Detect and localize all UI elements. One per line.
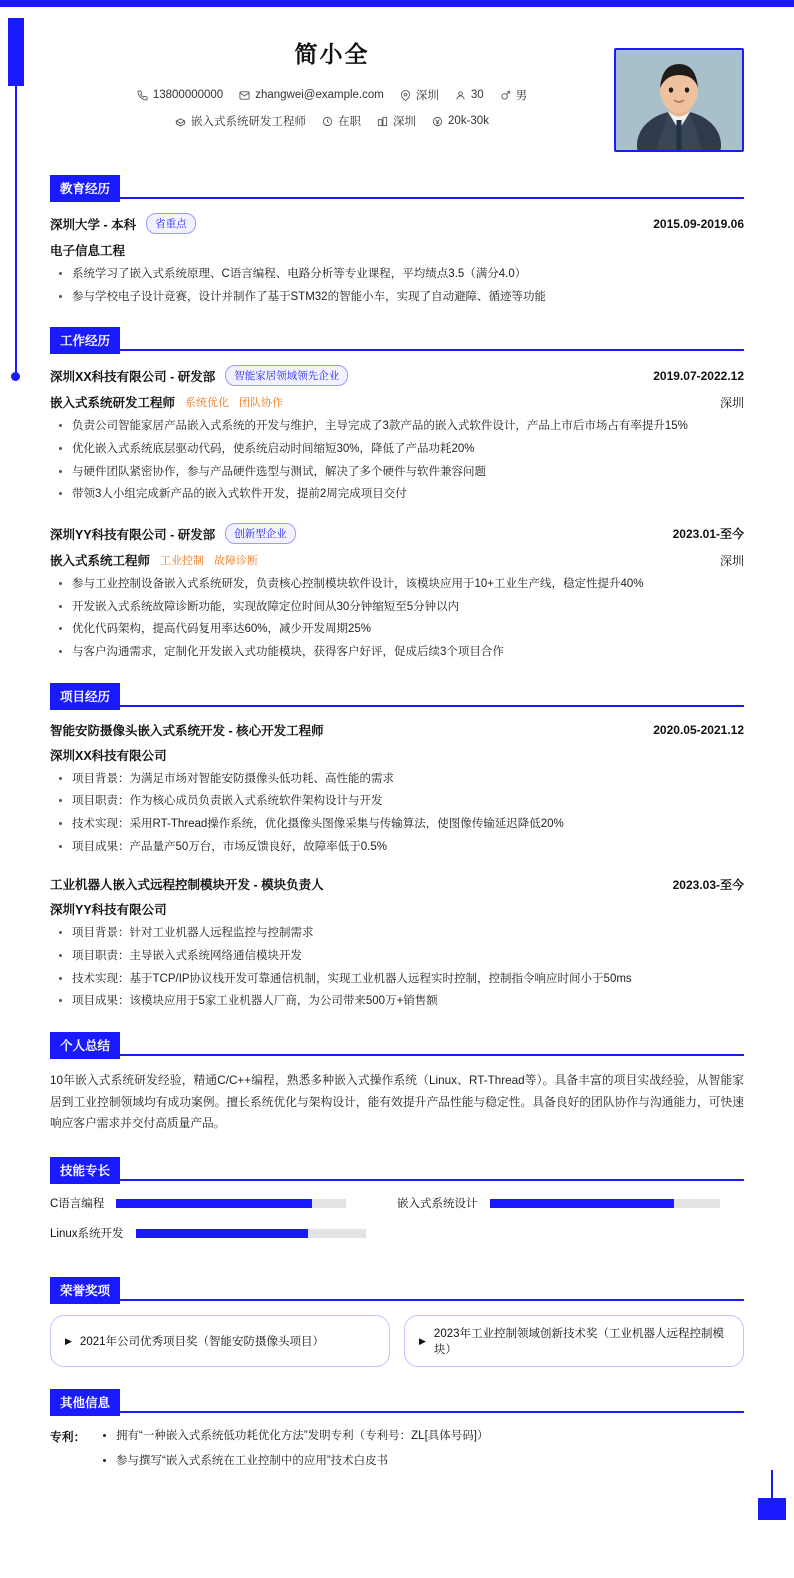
list-item: • 参与撰写“嵌入式系统在工业控制中的应用”技术白皮书 — [116, 1452, 744, 1470]
project-entry — [50, 875, 744, 1010]
work-entry — [50, 365, 744, 503]
section-education — [50, 175, 744, 305]
project-company: 深圳YY科技有限公司 — [50, 903, 167, 918]
triangle-right-icon: ▶ — [65, 1335, 72, 1346]
work-company-tag: 智能家居领域领先企业 — [225, 365, 348, 386]
project-bullets — [50, 771, 744, 856]
section-honors — [50, 1277, 744, 1367]
list-item: • 系统学习了嵌入式系统原理、C语言编程、电路分析等专业课程，平均绩点3.5（满分4.0） — [72, 266, 744, 283]
education-school: 深圳大学 - 本科 — [50, 217, 137, 232]
education-tag: 省重点 — [146, 213, 196, 234]
list-item: • 优化嵌入式系统底层驱动代码，使系统启动时间缩短30%，降低了产品功耗20% — [72, 441, 744, 458]
list-item: • 项目成果：该模块应用于5家工业机器人厂商，为公司带来500万+销售额 — [72, 993, 744, 1010]
list-item: • 项目职责：作为核心成员负责嵌入式系统软件架构设计与开发 — [72, 793, 744, 810]
list-item: • 项目成果：产品量产50万台，市场反馈良好，故障率低于0.5% — [72, 839, 744, 856]
section-title-education: 教育经历 — [50, 175, 120, 202]
list-item: • 参与学校电子设计竞赛，设计并制作了基于STM32的智能小车，实现了自动避障、循迹等功能 — [72, 289, 744, 306]
contact-location-text: 深圳 — [415, 90, 439, 102]
status-icon — [322, 116, 333, 127]
section-title-other: 其他信息 — [50, 1389, 120, 1416]
education-entry-top — [50, 213, 744, 234]
work-role: 嵌入式系统工程师 — [50, 554, 151, 569]
work-city: 深圳 — [719, 395, 744, 410]
contact-phone — [137, 89, 223, 101]
project-name: 工业机器人嵌入式远程控制模块开发 - 模块负责人 — [50, 878, 324, 893]
section-projects — [50, 683, 744, 1010]
section-work — [50, 327, 744, 660]
contact-phone-text: 13800000000 — [152, 89, 224, 101]
other-row — [50, 1427, 744, 1478]
section-header-other — [50, 1389, 744, 1413]
section-rule — [50, 1411, 744, 1413]
work-role: 嵌入式系统研发工程师 — [50, 396, 176, 411]
other-bullets — [94, 1427, 744, 1471]
contact-age-text: 30 — [470, 89, 484, 101]
work-entry-top — [50, 523, 744, 544]
education-entry — [50, 213, 744, 305]
section-title-projects: 项目经历 — [50, 683, 120, 710]
honor-text: 2023年工业控制领域创新技术奖（工业机器人远程控制模块） — [433, 1328, 725, 1357]
work-role-left — [50, 551, 258, 569]
project-date: 2020.05-2021.12 — [653, 722, 744, 737]
other-label: 专利： — [50, 1430, 86, 1445]
section-other — [50, 1389, 744, 1508]
section-summary — [50, 1032, 744, 1135]
honors-list — [50, 1315, 744, 1367]
list-item: • 拥有“一种嵌入式系统低功耗优化方法”发明专利（专利号：ZL[具体号码]） — [116, 1427, 744, 1445]
skill-item — [50, 1225, 397, 1241]
briefcase-icon — [175, 116, 186, 127]
work-role-row — [50, 551, 744, 569]
section-rule — [50, 349, 744, 351]
section-title-honors: 荣誉奖项 — [50, 1277, 120, 1304]
work-role-tag: 团队协作 — [239, 397, 284, 410]
section-rule — [50, 1054, 744, 1056]
section-rule — [50, 705, 744, 707]
education-date: 2015.09-2019.06 — [653, 216, 744, 231]
work-date: 2023.01-至今 — [672, 527, 744, 542]
work-role-tag: 故障诊断 — [214, 555, 259, 568]
list-item: • 优化代码架构，提高代码复用率达60%，减少开发周期25% — [72, 621, 744, 638]
work-entry-left — [50, 523, 296, 544]
honor-item — [404, 1315, 744, 1367]
section-rule — [50, 197, 744, 199]
section-rule — [50, 1179, 744, 1181]
education-major: 电子信息工程 — [50, 244, 126, 258]
list-item: • 带领3人小组完成新产品的嵌入式软件开发，提前2周完成项目交付 — [72, 486, 744, 503]
work-role-left — [50, 393, 283, 411]
resume-header — [50, 0, 744, 153]
list-item: • 与客户沟通需求，定制化开发嵌入式功能模块，获得客户好评，促成后续3个项目合作 — [72, 644, 744, 661]
section-rule — [50, 1299, 744, 1301]
work-entry — [50, 523, 744, 661]
job-status-item — [322, 113, 361, 129]
city-icon — [377, 116, 388, 127]
contact-gender — [500, 87, 528, 103]
job-title-text: 嵌入式系统研发工程师 — [191, 116, 307, 128]
contact-age — [455, 89, 484, 101]
work-company: 深圳XX科技有限公司 - 研发部 — [50, 369, 216, 384]
skill-bar-fill — [136, 1229, 309, 1238]
education-bullets — [50, 266, 744, 305]
skill-bar-fill — [116, 1199, 312, 1208]
skill-name: 嵌入式系统设计 — [397, 1198, 478, 1211]
project-entry — [50, 721, 744, 856]
section-title-summary: 个人总结 — [50, 1032, 120, 1059]
project-bullets — [50, 925, 744, 1010]
skill-name: Linux系统开发 — [50, 1228, 124, 1241]
other-body — [94, 1427, 744, 1478]
phone-icon — [137, 90, 148, 101]
gender-icon — [500, 90, 511, 101]
list-item: • 参与工业控制设备嵌入式系统研发，负责核心控制模块软件设计，该模块应用于10+工业生产线，稳定性提升40% — [72, 576, 744, 593]
list-item: • 项目背景：为满足市场对智能安防摄像头低功耗、高性能的需求 — [72, 771, 744, 788]
location-icon — [400, 90, 411, 101]
work-company-tag: 创新型企业 — [225, 523, 296, 544]
work-role-tag: 系统优化 — [185, 397, 230, 410]
list-item: • 技术实现：基于TCP/IP协议栈开发可靠通信机制，实现工业机器人远程实时控制，控制指令响应时间小于50ms — [72, 971, 744, 988]
skill-bar-fill — [490, 1199, 674, 1208]
section-header-projects — [50, 683, 744, 707]
contact-gender-text: 男 — [515, 90, 528, 102]
skill-item — [397, 1195, 744, 1211]
contact-email — [239, 89, 384, 101]
job-status-text: 在职 — [338, 116, 362, 128]
contact-location — [400, 87, 439, 103]
section-title-work: 工作经历 — [50, 327, 120, 354]
work-entry-left — [50, 365, 348, 386]
section-header-work — [50, 327, 744, 351]
job-salary-item — [432, 115, 489, 127]
salary-icon — [432, 116, 443, 127]
project-name: 智能安防摄像头嵌入式系统开发 - 核心开发工程师 — [50, 723, 324, 738]
list-item: • 项目职责：主导嵌入式系统网络通信模块开发 — [72, 948, 744, 965]
work-entry-top — [50, 365, 744, 386]
education-entry-left — [50, 213, 196, 234]
job-city-item — [377, 113, 416, 129]
project-company: 深圳XX科技有限公司 — [50, 748, 167, 763]
list-item: • 与硬件团队紧密协作，参与产品硬件选型与测试，解决了多个硬件与软件兼容问题 — [72, 464, 744, 481]
section-header-skills — [50, 1157, 744, 1181]
work-bullets — [50, 576, 744, 661]
contact-email-text: zhangwei@example.com — [255, 89, 384, 101]
section-skills — [50, 1157, 744, 1255]
project-entry-top — [50, 875, 744, 893]
honor-text: 2021年公司优秀项目奖（智能安防摄像头项目） — [79, 1336, 325, 1349]
job-title-item — [175, 113, 306, 129]
section-title-skills: 技能专长 — [50, 1157, 120, 1184]
work-role-row — [50, 393, 744, 411]
mail-icon — [239, 90, 250, 101]
work-bullets — [50, 418, 744, 503]
summary-text: 10年嵌入式系统研发经验，精通C/C++编程，熟悉多种嵌入式操作系统（Linux、RT-Thread等）。具备丰富的项目实战经验，从智能家居到工业控制领域均有成功案例。擅长系统优化与架构设计，能有效提升产品性能与稳定性。具备良好的团队协作与沟通能力，可快速响应客户需求并交付高质量产品。 — [50, 1074, 744, 1131]
list-item: • 开发嵌入式系统故障诊断功能，实现故障定位时间从30分钟缩短至5分钟以内 — [72, 599, 744, 616]
skills-list — [50, 1195, 744, 1255]
project-date: 2023.03-至今 — [672, 877, 744, 892]
work-date: 2019.07-2022.12 — [653, 368, 744, 383]
user-icon — [455, 90, 466, 101]
list-item: • 负责公司智能家居产品嵌入式系统的开发与维护，主导完成了3款产品的嵌入式软件设计，产品上市后市场占有率提升15% — [72, 418, 744, 435]
skill-bar — [136, 1229, 366, 1238]
work-role-tag: 工业控制 — [160, 555, 205, 568]
work-city: 深圳 — [719, 553, 744, 568]
project-entry-top — [50, 721, 744, 739]
job-salary-text: 20k-30k — [448, 115, 489, 127]
skill-bar — [490, 1199, 720, 1208]
work-company: 深圳YY科技有限公司 - 研发部 — [50, 527, 216, 542]
job-city-text: 深圳 — [393, 116, 417, 128]
section-header-education — [50, 175, 744, 199]
list-item: • 项目背景：针对工业机器人远程监控与控制需求 — [72, 925, 744, 942]
page-title: 简小全 — [294, 41, 370, 67]
honor-item — [50, 1315, 390, 1367]
skill-item — [50, 1195, 397, 1211]
skill-name: C语言编程 — [50, 1198, 105, 1211]
section-header-summary — [50, 1032, 744, 1056]
avatar — [614, 48, 744, 152]
skill-bar — [116, 1199, 346, 1208]
list-item: • 技术实现：采用RT-Thread操作系统，优化摄像头图像采集与传输算法，使图像传输延迟降低20% — [72, 816, 744, 833]
triangle-right-icon: ▶ — [419, 1335, 426, 1346]
section-header-honors — [50, 1277, 744, 1301]
